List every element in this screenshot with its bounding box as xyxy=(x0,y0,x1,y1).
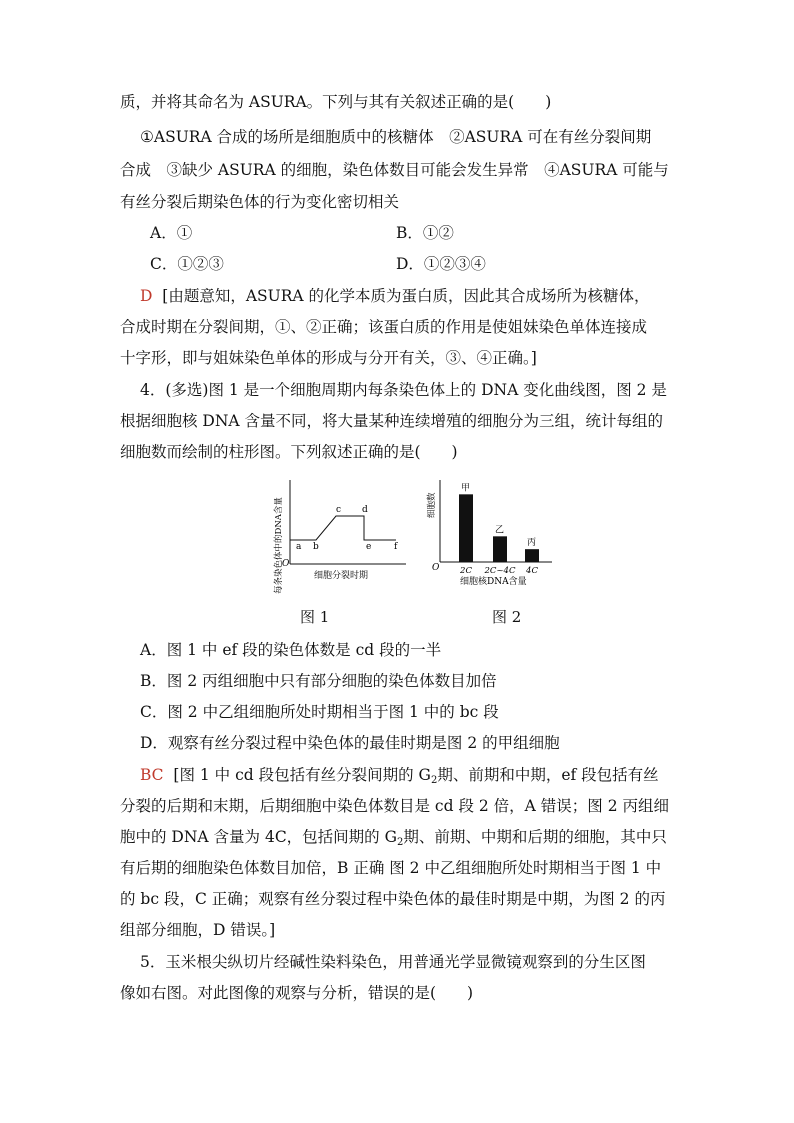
q4-stem-line: 细胞数而绘制的柱形图。下列叙述正确的是( ) xyxy=(120,443,458,461)
q4-option-b: B．图 2 丙组细胞中只有部分细胞的染色体数目加倍 xyxy=(140,672,497,690)
fig1-caption: 图 1 xyxy=(300,608,330,626)
q5-stem-line: 像如右图。对此图像的观察与分析，错误的是( ) xyxy=(120,984,474,1002)
figure-1 xyxy=(268,474,428,602)
fig2-caption: 图 2 xyxy=(492,608,522,626)
fig2-category-label: 2C~4C xyxy=(484,566,516,576)
q4-explanation-line: 分裂的后期和末期，后期细胞中染色体数目是 cd 段 2 倍，A 错误；图 2 丙组细 xyxy=(120,797,670,815)
q3-answer: D xyxy=(140,287,153,305)
fig2-ylabel: 细胞数 xyxy=(427,492,437,518)
fig2-category-label: 4C xyxy=(526,566,538,576)
fig2-bar xyxy=(459,494,473,562)
q4-explanation-line: BC [图 1 中 cd 段包括有丝分裂间期的 $G_2$期、前期和中期，ef 段包括有丝 xyxy=(140,766,659,786)
q3-explanation-line: D [由题意知，ASURA 的化学本质为蛋白质，因此其合成场所为核糖体， xyxy=(140,287,650,305)
q3-statement-line: 有丝分裂后期染色体的行为变化密切相关 xyxy=(120,193,400,211)
q4-option-d: D．观察有丝分裂过程中染色体的最佳时期是图 2 的甲组细胞 xyxy=(140,734,560,752)
q3-statement-line: ①ASURA 合成的场所是细胞质中的核糖体 ②ASURA 可在有丝分裂间期 xyxy=(140,128,652,146)
q4-option-c: C．图 2 中乙组细胞所处时期相当于图 1 中的 bc 段 xyxy=(140,703,499,721)
q5-stem-line: 5．玉米根尖纵切片经碱性染料染色，用普通光学显微镜观察到的分生区图 xyxy=(140,953,646,971)
q4-answer: BC xyxy=(140,766,164,784)
fig1-point-f: f xyxy=(394,542,398,552)
fig1-xlabel: 细胞分裂时期 xyxy=(314,571,369,581)
fig2-series-label: 丙 xyxy=(527,538,537,549)
q4-stem-line: 4．(多选)图 1 是一个细胞周期内每条染色体上的 DNA 变化曲线图，图 2 是 xyxy=(140,381,667,399)
q3-option-b: B．①② xyxy=(396,224,454,242)
q3-statement-line: 合成 ③缺少 ASURA 的细胞，染色体数目可能会发生异常 ④ASURA 可能与 xyxy=(120,161,669,179)
q3-option-d: D．①②③④ xyxy=(396,255,486,273)
figure-2 xyxy=(424,474,564,602)
q4-option-a: A．图 1 中 ef 段的染色体数是 cd 段的一半 xyxy=(140,641,442,659)
fig2-xlabel: 细胞核DNA含量 xyxy=(460,577,527,587)
q3-stem-tail: 质，并将其命名为 ASURA。下列与其有关叙述正确的是( ) xyxy=(120,93,552,111)
q4-stem-line: 根据细胞核 DNA 含量不同，将大量某种连续增殖的细胞分为三组，统计每组的 xyxy=(120,412,664,430)
fig2-category-label: 2C xyxy=(460,566,472,576)
fig1-point-a: a xyxy=(296,542,302,552)
q4-explanation-line: 有后期的细胞染色体数目加倍，B 正确 图 2 中乙组细胞所处时期相当于图 1 中 xyxy=(120,859,662,877)
q3-option-c: C．①②③ xyxy=(150,255,224,273)
q3-option-a: A．① xyxy=(150,224,193,242)
fig1-point-c: c xyxy=(336,505,342,515)
fig2-series-label: 乙 xyxy=(495,525,505,536)
fig1-origin: O xyxy=(282,559,290,569)
fig2-bar xyxy=(525,549,539,562)
fig2-origin: O xyxy=(432,563,440,573)
fig2-series-label: 甲 xyxy=(461,483,471,494)
q4-explanation-line: 的 bc 段，C 正确；观察有丝分裂过程中染色体的最佳时期是中期，为图 2 的丙 xyxy=(120,890,666,908)
q4-explanation-line: 胞中的 DNA 含量为 4C，包括间期的 $G_2$期、前期、中期和后期的细胞，其中只 xyxy=(120,828,667,848)
fig1-point-b: b xyxy=(313,542,319,552)
fig1-point-e: e xyxy=(366,542,372,552)
q3-explanation-line: 合成时期在分裂间期，①、②正确；该蛋白质的作用是使姐妹染色单体连接成 xyxy=(120,318,648,336)
q4-explanation-line: 组部分细胞，D 错误。] xyxy=(120,921,276,939)
fig1-ylabel: 每条染色体中的DNA含量 xyxy=(274,497,284,594)
fig1-point-d: d xyxy=(362,505,368,515)
fig2-bar xyxy=(493,536,507,562)
q3-explanation-line: 十字形，即与姐妹染色单体的形成与分开有关，③、④正确。] xyxy=(120,349,537,367)
